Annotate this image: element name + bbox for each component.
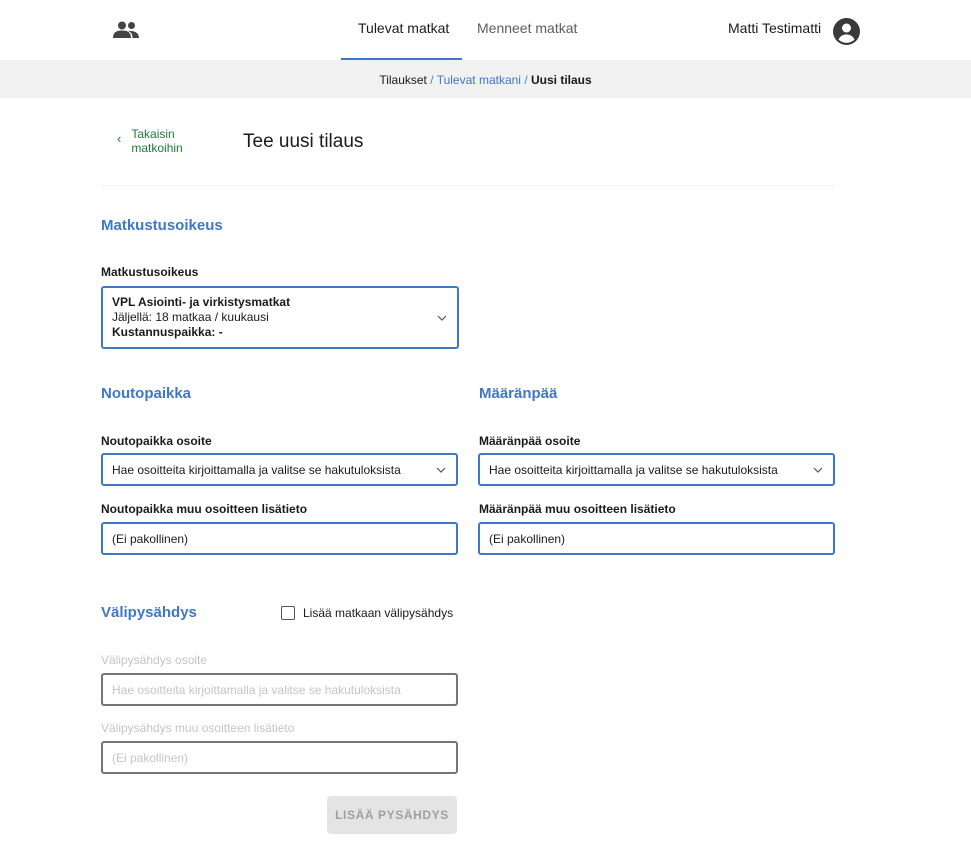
section-title-destination: Määränpää — [479, 385, 558, 402]
entitlement-cost-center: Kustannuspaikka: - — [112, 325, 223, 339]
breadcrumb-link-upcoming[interactable]: Tulevat matkani — [436, 73, 521, 87]
tab-upcoming-trips[interactable]: Tulevat matkat — [358, 20, 450, 36]
chevron-left-icon: ‹ — [117, 131, 122, 146]
destination-extra-input[interactable] — [478, 522, 835, 555]
add-stopover-checkbox-row[interactable] — [281, 606, 453, 620]
stopover-address-placeholder: Hae osoitteita kirjoittamalla ja valitse se hakutuloksista — [112, 682, 401, 697]
chevron-down-icon — [813, 467, 823, 473]
tab-past-trips[interactable]: Menneet matkat — [477, 20, 578, 36]
chevron-down-icon — [436, 467, 446, 473]
breadcrumb-root[interactable]: Tilaukset — [379, 73, 427, 87]
breadcrumb-separator: / — [524, 73, 528, 87]
pickup-address-select[interactable] — [101, 453, 458, 486]
destination-address-label: Määränpää osoite — [479, 434, 581, 448]
entitlement-name: VPL Asiointi- ja virkistysmatkat — [112, 295, 291, 309]
section-title-stopover: Välipysähdys — [101, 604, 197, 621]
entitlement-select[interactable] — [101, 286, 459, 349]
header-divider — [101, 185, 835, 186]
breadcrumb-current: Uusi tilaus — [531, 73, 592, 87]
top-navigation — [0, 0, 971, 60]
pickup-extra-label: Noutopaikka muu osoitteen lisätieto — [101, 502, 308, 516]
stopover-address-label: Välipysähdys osoite — [101, 653, 208, 667]
add-stopover-checkbox-label: Lisää matkaan välipysähdys — [303, 606, 454, 620]
entitlement-remaining: Jäljellä: 18 matkaa / kuukausi — [112, 310, 269, 324]
entitlement-label: Matkustusoikeus — [101, 265, 199, 279]
back-to-trips-link[interactable] — [117, 127, 201, 155]
people-icon[interactable] — [113, 21, 139, 39]
pickup-address-label: Noutopaikka osoite — [101, 434, 212, 448]
destination-address-placeholder: Hae osoitteita kirjoittamalla ja valitse se hakutuloksista — [489, 462, 778, 477]
stopover-address-input[interactable] — [101, 673, 458, 706]
add-stopover-checkbox[interactable] — [281, 606, 295, 620]
stopover-extra-placeholder: (Ei pakollinen) — [112, 750, 189, 765]
section-title-entitlement: Matkustusoikeus — [101, 217, 223, 234]
user-avatar-icon[interactable] — [833, 18, 860, 45]
page-title: Tee uusi tilaus — [243, 131, 364, 152]
user-name[interactable]: Matti Testimatti — [728, 20, 822, 36]
pickup-address-placeholder: Hae osoitteita kirjoittamalla ja valitse se hakutuloksista — [112, 462, 401, 477]
breadcrumb-separator: / — [430, 73, 434, 87]
pickup-extra-placeholder: (Ei pakollinen) — [112, 531, 189, 546]
destination-extra-label: Määränpää muu osoitteen lisätieto — [479, 502, 676, 516]
destination-address-select[interactable] — [478, 453, 835, 486]
breadcrumb — [0, 73, 971, 87]
stopover-extra-label: Välipysähdys muu osoitteen lisätieto — [101, 721, 295, 735]
stopover-extra-input[interactable] — [101, 741, 458, 774]
back-link-label: Takaisin matkoihin — [131, 127, 183, 155]
chevron-down-icon — [437, 315, 447, 321]
section-title-pickup: Noutopaikka — [101, 385, 192, 402]
pickup-extra-input[interactable] — [101, 522, 458, 555]
destination-extra-placeholder: (Ei pakollinen) — [489, 531, 566, 546]
add-stop-button[interactable]: LISÄÄ PYSÄHDYS — [327, 796, 457, 834]
